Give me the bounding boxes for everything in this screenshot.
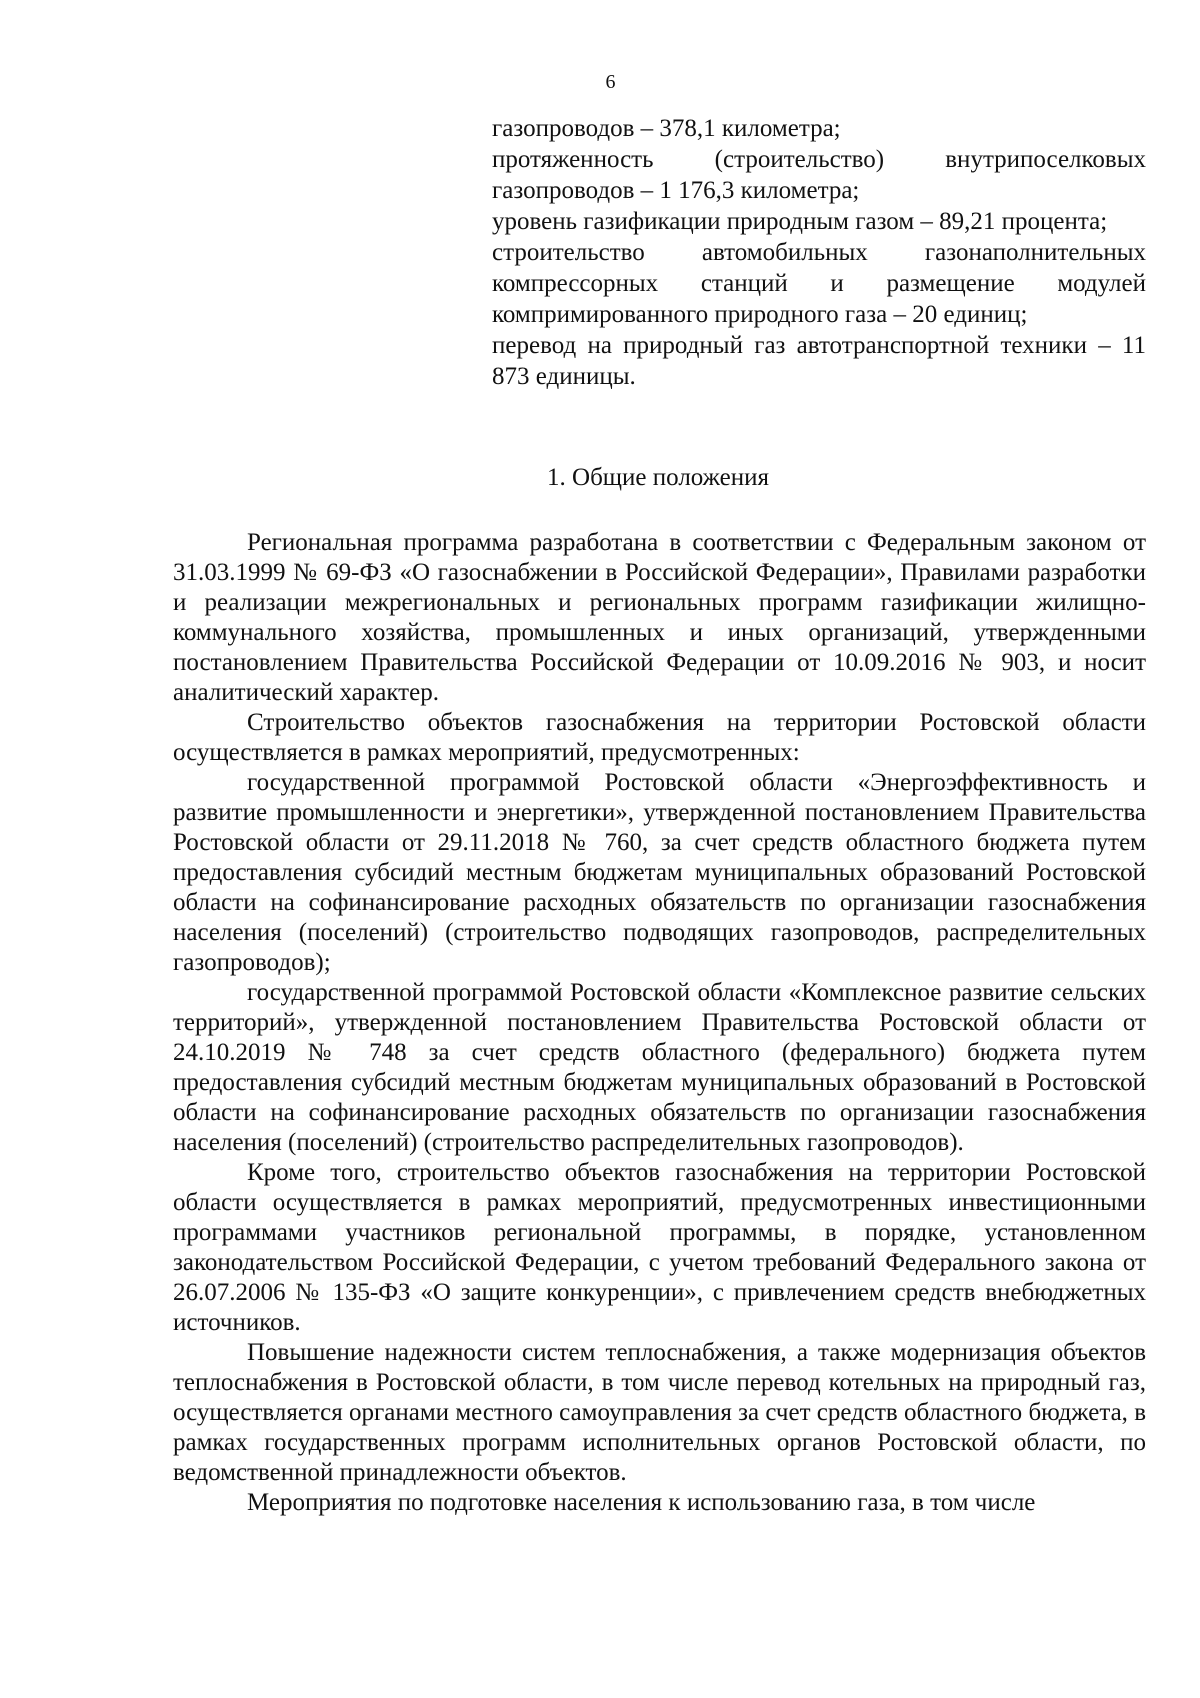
page-number: 6 [605, 71, 616, 93]
section-title: 1. Общие положения [547, 464, 769, 491]
paragraph: Кроме того, строительство объектов газоснабжения на территории Ростовской области осуществляется в рамках мероприятий, предусмотренных инвестиционными программами участников региональной программы, в порядке, установленном законодательством Российской Федерации, с учетом требований Федерального закона от 26.07.2006 № 135-ФЗ «О защите конкуренции», с привлечением средств внебюджетных источников. [173, 1159, 1146, 1336]
targets-list [492, 113, 1146, 392]
paragraph: Региональная программа разработана в соответствии с Федеральным законом от 31.03.1999 № 69-ФЗ «О газоснабжении в Российской Федерации», Правилами разработки и реализации межрегиональных и региональных программ газификации жилищно-коммунального хозяйства, промышленных и иных организаций, утвержденными постановлением Правительства Российской Федерации от 10.09.2016 № 903, и носит аналитический характер. [173, 529, 1146, 706]
paragraph: Мероприятия по подготовке населения к использованию газа, в том числе [247, 1489, 1036, 1516]
target-line: строительство автомобильных газонаполнительных компрессорных станций и размещение модулей компримированного природного газа – 20 единиц; [492, 239, 1146, 328]
paragraph: Строительство объектов газоснабжения на территории Ростовской области осуществляется в рамках мероприятий, предусмотренных: [173, 709, 1146, 766]
target-line: перевод на природный газ автотранспортной техники – 11 873 единицы. [492, 332, 1146, 390]
paragraph: государственной программой Ростовской области «Комплексное развитие сельских территорий», утвержденной постановлением Правительства Ростовской области от 24.10.2019 № 748 за счет средств областного (федерального) бюджета путем предоставления субсидий местным бюджетам муниципальных образований в Ростовской области на софинансирование расходных обязательств по организации газоснабжения населения (поселений) (строительство распределительных газопроводов). [173, 979, 1146, 1156]
target-line: протяженность (строительство) внутрипоселковых газопроводов – 1 176,3 километра; [492, 146, 1146, 204]
target-line: газопроводов – 378,1 километра; [492, 115, 841, 142]
target-line: уровень газификации природным газом – 89,21 процента; [492, 208, 1108, 235]
body-text [173, 528, 1146, 1518]
paragraph: государственной программой Ростовской области «Энергоэффективность и развитие промышленности и энергетики», утвержденной постановлением Правительства Ростовской области от 29.11.2018 № 760, за счет средств областного бюджета путем предоставления субсидий местным бюджетам муниципальных образований Ростовской области на софинансирование расходных обязательств по организации газоснабжения населения (поселений) (строительство подводящих газопроводов, распределительных газопроводов); [173, 769, 1146, 976]
paragraph: Повышение надежности систем теплоснабжения, а также модернизация объектов теплоснабжения в Ростовской области, в том числе перевод котельных на природный газ, осуществляется органами местного самоуправления за счет средств областного бюджета, в рамках государственных программ исполнительных органов Ростовской области, по ведомственной принадлежности объектов. [173, 1339, 1146, 1486]
